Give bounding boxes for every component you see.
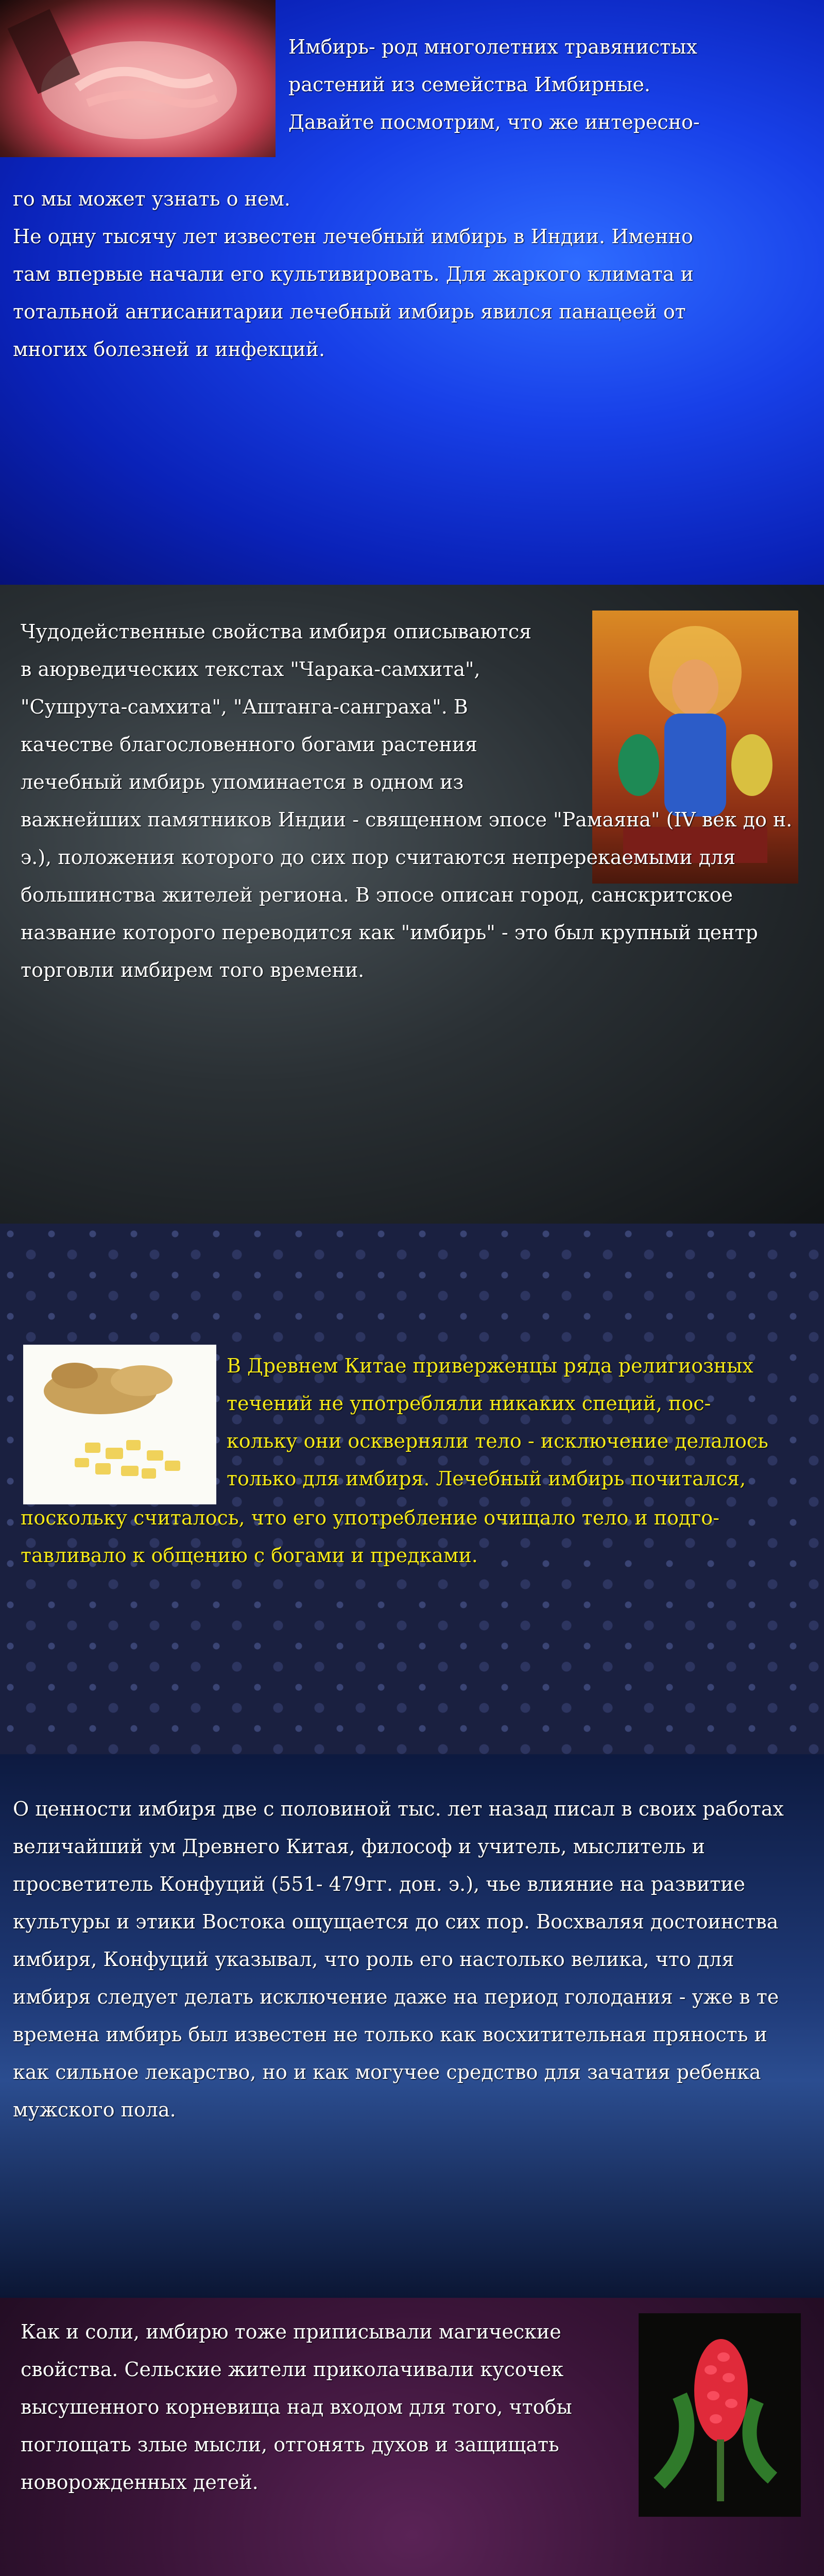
intro-line-2: растений из семейства Имбирные. [288, 73, 650, 96]
ayurveda-line-4: качестве благословенного богами растения [21, 733, 478, 756]
section-confucius [0, 1754, 824, 2298]
ayurveda-line-6: важнейших памятников Индии - священном эпосе "Рамаяна" (IV век до н. [21, 808, 793, 831]
china-line-5: поскольку считалось, что его употребление очищало тело и подго- [21, 1506, 719, 1529]
china-line-2: течений не употребляли никаких специй, пос- [227, 1392, 711, 1415]
confucius-line-9: мужского пола. [13, 2098, 176, 2121]
intro-line-8: многих болезней и инфекций. [13, 337, 325, 361]
intro-line-3: Давайте посмотрим, что же интересно- [288, 110, 700, 133]
ayurveda-line-10: торговли имбирем того времени. [21, 958, 365, 981]
ginger-flower-photo [639, 2313, 801, 2517]
magic-line-5: новорожденных детей. [21, 2470, 259, 2494]
confucius-line-3: просветитель Конфуций (551- 479гг. дон. э.), чье влияние на развитие [13, 1872, 745, 1895]
intro-line-5: Не одну тысячу лет известен лечебный имбирь в Индии. Именно [13, 225, 693, 248]
section-ayurveda [0, 585, 824, 1224]
section-ancient-china [0, 1224, 824, 1754]
ayurveda-line-1: Чудодейственные свойства имбиря описываются [21, 620, 532, 643]
magic-line-2: свойства. Сельские жители приколачивали кусочек [21, 2358, 564, 2381]
china-line-6: тавливало к общению с богами и предками. [21, 1544, 478, 1567]
ayurveda-line-3: "Сушрута-самхита", "Аштанга-санграха". В [21, 695, 468, 718]
section-intro [0, 0, 824, 585]
confucius-line-8: как сильное лекарство, но и как могучее средство для зачатия ребенка [13, 2060, 761, 2083]
intro-line-4: го мы может узнать о нем. [13, 188, 290, 210]
intro-line-6: там впервые начали его культивировать. Для жаркого климата и [13, 262, 694, 285]
magic-line-1: Как и соли, имбирю тоже приписывали магические [21, 2320, 561, 2343]
ginger-root-photo [23, 1345, 216, 1504]
pickled-ginger-photo [0, 0, 276, 157]
intro-line-1: Имбирь- род многолетних травянистых [288, 36, 697, 58]
ayurveda-line-2: в аюрведических текстах "Чарака-самхита", [21, 657, 480, 681]
china-line-1: В Древнем Китае приверженцы ряда религиозных [227, 1354, 753, 1377]
confucius-line-4: культуры и этики Востока ощущается до сих пор. Восхваляя достоинства [13, 1910, 779, 1933]
confucius-line-1: О ценности имбиря две с половиной тыс. лет назад писал в своих работах [13, 1798, 784, 1820]
ayurveda-line-5: лечебный имбирь упоминается в одном из [21, 770, 464, 793]
confucius-line-2: величайший ум Древнего Китая, философ и учитель, мыслитель и [13, 1835, 705, 1858]
magic-line-3: высушенного корневища над входом для того, чтобы [21, 2395, 572, 2418]
confucius-line-6: имбиря следует делать исключение даже на период голодания - уже в те [13, 1985, 779, 2008]
confucius-line-7: времена имбирь был известен не только как восхитительная пряность и [13, 2023, 767, 2046]
ayurveda-line-9: название которого переводится как "имбирь" - это был крупный центр [21, 921, 758, 944]
confucius-line-5: имбиря, Конфуций указывал, что роль его настолько велика, что для [13, 1947, 734, 1971]
ayurveda-line-8: большинства жителей региона. В эпосе описан город, санскритское [21, 883, 733, 906]
section-magic [0, 2298, 824, 2576]
china-line-4: только для имбиря. Лечебный имбирь почитался, [227, 1467, 746, 1490]
magic-line-4: поглощать злые мысли, отгонять духов и защищать [21, 2433, 559, 2456]
intro-line-7: тотальной антисанитарии лечебный имбирь явился панацеей от [13, 300, 686, 323]
ayurveda-line-7: э.), положения которого до сих пор считаются непререкаемыми для [21, 845, 736, 869]
china-line-3: кольку они оскверняли тело - исключение делалось [227, 1429, 768, 1452]
